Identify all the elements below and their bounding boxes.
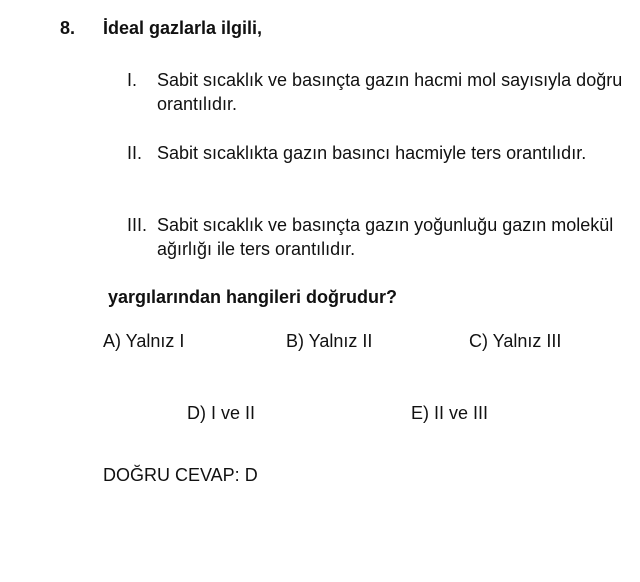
statement-1 bbox=[127, 68, 627, 116]
statement-numeral: I. bbox=[127, 70, 138, 90]
statement-text: Sabit sıcaklık ve basınçta gazın hacmi mol sayısıyla doğru orantılıdır. bbox=[157, 70, 623, 114]
statement-2 bbox=[127, 141, 627, 165]
option-a[interactable]: A) Yalnız I bbox=[103, 331, 185, 351]
question-title: İdeal gazlarla ilgili, bbox=[103, 18, 263, 38]
question-header bbox=[60, 18, 262, 39]
option-d[interactable]: D) I ve II bbox=[187, 403, 256, 423]
correct-answer: DOĞRU CEVAP: D bbox=[103, 465, 258, 485]
statement-3 bbox=[127, 213, 627, 261]
question-number: 8. bbox=[60, 18, 76, 38]
option-c[interactable]: C) Yalnız III bbox=[469, 331, 562, 351]
statement-numeral: III. bbox=[127, 215, 148, 235]
option-b[interactable]: B) Yalnız II bbox=[286, 331, 373, 351]
statement-numeral: II. bbox=[127, 143, 143, 163]
statement-text: Sabit sıcaklık ve basınçta gazın yoğunluğu gazın molekül ağırlığı ile ters orantılıdır. bbox=[157, 215, 614, 259]
statement-text: Sabit sıcaklıkta gazın basıncı hacmiyle ters orantılıdır. bbox=[157, 143, 587, 163]
option-e[interactable]: E) II ve III bbox=[411, 403, 489, 423]
question-stem: yargılarından hangileri doğrudur? bbox=[108, 287, 398, 307]
